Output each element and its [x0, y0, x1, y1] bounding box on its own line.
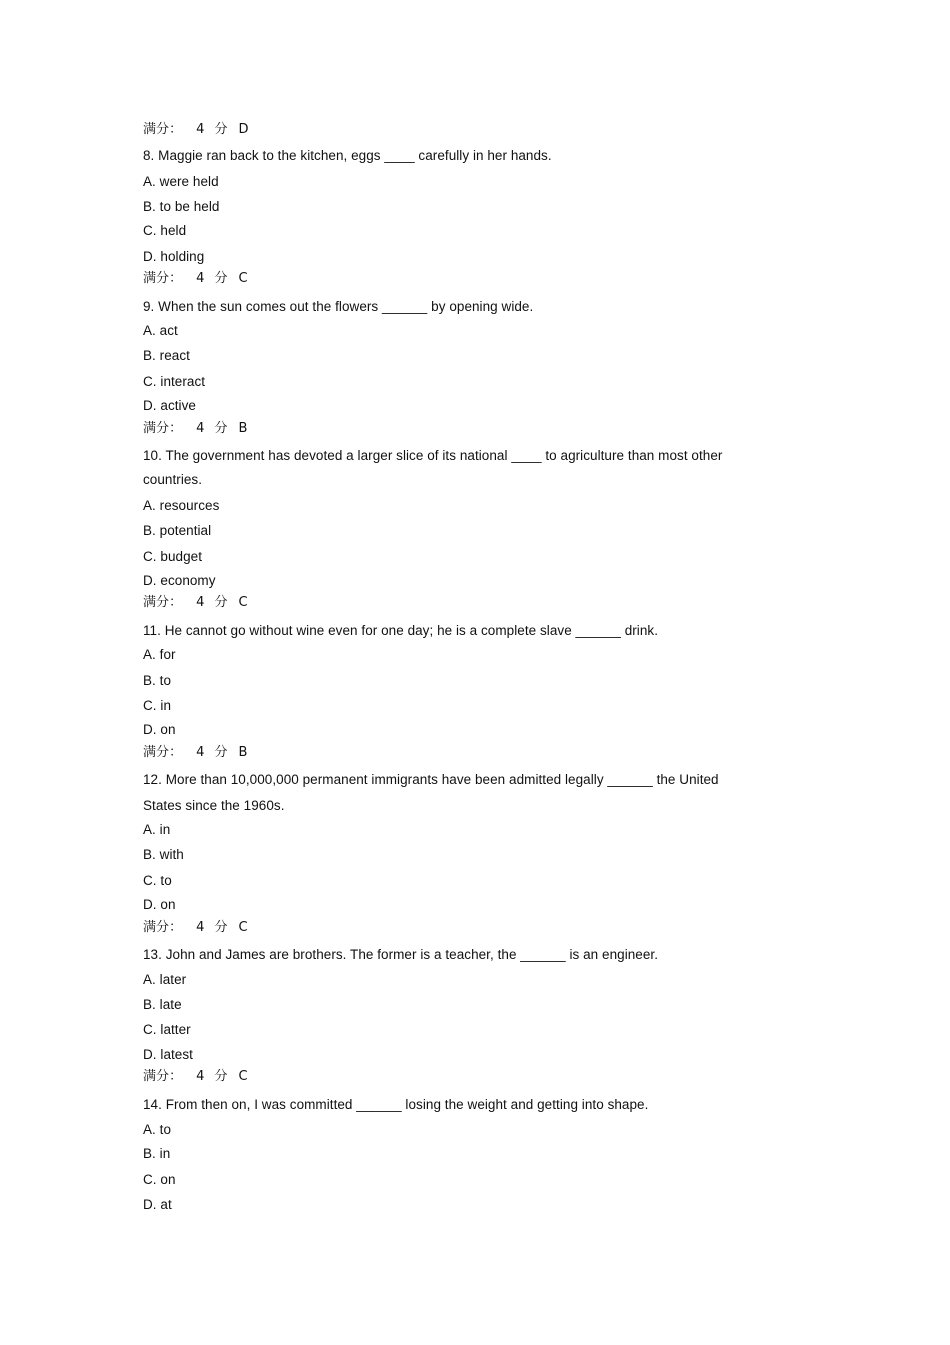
option-a: A. in	[143, 822, 171, 837]
option-a: A. later	[143, 972, 187, 987]
score-line	[143, 594, 248, 612]
option-c: C. in	[143, 698, 172, 713]
score-unit: 分	[214, 595, 228, 610]
score-answer: C	[238, 920, 248, 935]
option-b: B. in	[143, 1146, 171, 1161]
score-points: 4	[196, 745, 205, 760]
score-line	[143, 270, 248, 288]
score-points: 4	[196, 1069, 205, 1084]
score-unit: 分	[214, 920, 228, 935]
option-d: D. on	[143, 722, 176, 737]
option-c: C. on	[143, 1172, 176, 1187]
score-answer: C	[238, 595, 248, 610]
score-line	[143, 121, 249, 139]
option-d: D. latest	[143, 1047, 193, 1062]
question-stem: 10. The government has devoted a larger slice of its national ____ to agriculture than most other	[143, 448, 723, 463]
score-line	[143, 744, 248, 762]
score-points: 4	[196, 271, 205, 286]
score-label: 满分：	[143, 920, 183, 935]
score-unit: 分	[214, 745, 228, 760]
option-c: C. held	[143, 223, 187, 238]
score-unit: 分	[214, 421, 228, 436]
score-unit: 分	[214, 1069, 228, 1084]
score-unit: 分	[214, 271, 228, 286]
option-d: D. at	[143, 1197, 172, 1212]
score-answer: D	[238, 122, 249, 137]
score-answer: C	[238, 1069, 248, 1084]
option-a: A. resources	[143, 498, 220, 513]
option-d: D. active	[143, 398, 196, 413]
option-b: B. to be held	[143, 199, 220, 214]
score-answer: B	[238, 745, 248, 760]
option-b: B. potential	[143, 523, 212, 538]
score-label: 满分：	[143, 421, 183, 436]
option-b: B. to	[143, 673, 172, 688]
question-stem: 12. More than 10,000,000 permanent immigrants have been admitted legally ______ the United	[143, 772, 719, 787]
score-label: 满分：	[143, 1069, 183, 1084]
score-points: 4	[196, 122, 205, 137]
option-d: D. holding	[143, 249, 205, 264]
option-b: B. react	[143, 348, 190, 363]
score-label: 满分：	[143, 271, 183, 286]
option-c: C. latter	[143, 1022, 191, 1037]
question-stem-cont: States since the 1960s.	[143, 798, 285, 813]
score-label: 满分：	[143, 122, 183, 137]
score-answer: C	[238, 271, 248, 286]
option-b: B. with	[143, 847, 184, 862]
option-a: A. act	[143, 323, 178, 338]
score-line	[143, 1068, 248, 1086]
option-c: C. to	[143, 873, 172, 888]
option-d: D. economy	[143, 573, 216, 588]
score-label: 满分：	[143, 595, 183, 610]
option-c: C. budget	[143, 549, 202, 564]
option-d: D. on	[143, 897, 176, 912]
score-points: 4	[196, 595, 205, 610]
option-a: A. for	[143, 647, 176, 662]
option-c: C. interact	[143, 374, 206, 389]
score-points: 4	[196, 421, 205, 436]
option-a: A. were held	[143, 174, 219, 189]
question-stem: 14. From then on, I was committed ______ losing the weight and getting into shape.	[143, 1097, 649, 1112]
score-answer: B	[238, 421, 248, 436]
question-stem: 13. John and James are brothers. The former is a teacher, the ______ is an engineer.	[143, 947, 659, 962]
question-stem: 9. When the sun comes out the flowers ______ by opening wide.	[143, 299, 534, 314]
option-a: A. to	[143, 1122, 172, 1137]
score-points: 4	[196, 920, 205, 935]
question-stem: 8. Maggie ran back to the kitchen, eggs ____ carefully in her hands.	[143, 148, 552, 163]
question-stem-cont: countries.	[143, 472, 203, 487]
option-b: B. late	[143, 997, 182, 1012]
question-stem: 11. He cannot go without wine even for one day; he is a complete slave ______ drink.	[143, 623, 659, 638]
score-line	[143, 919, 248, 937]
score-unit: 分	[214, 122, 228, 137]
score-label: 满分：	[143, 745, 183, 760]
score-line	[143, 420, 248, 438]
